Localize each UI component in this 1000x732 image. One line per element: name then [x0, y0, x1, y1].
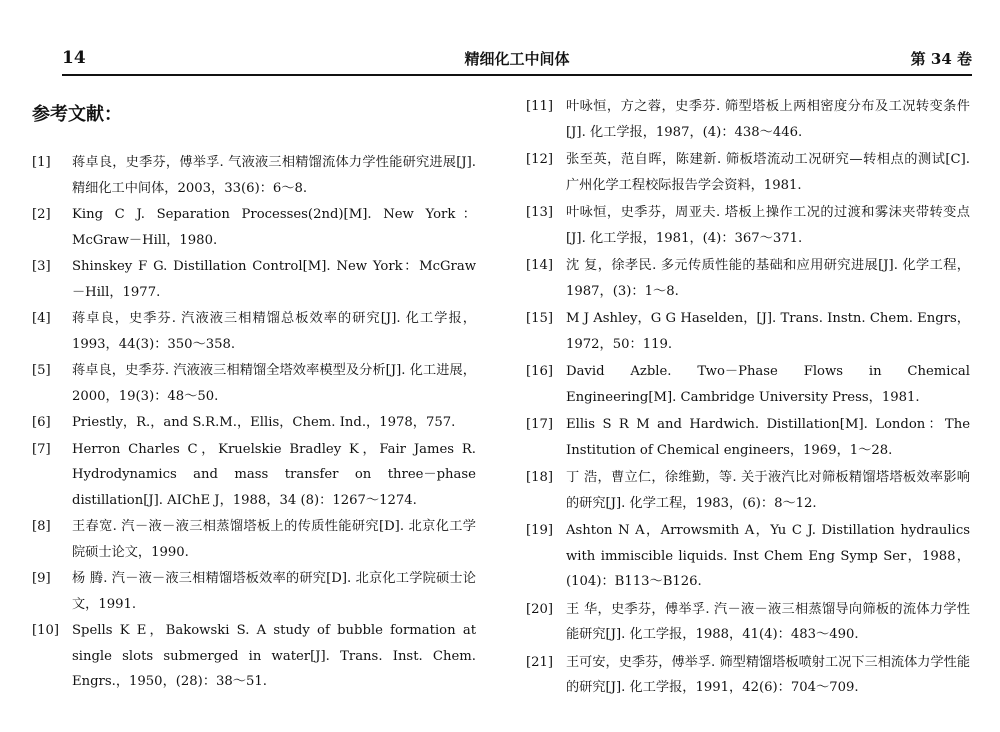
reference-number: [18]: [526, 470, 554, 485]
reference-number: [4]: [32, 311, 51, 326]
reference-text: 杨 腾. 汽－液－液三相精馏塔板效率的研究[D]. 北京化工学院硕士论文，1991.: [72, 571, 476, 612]
reference-item: [32, 618, 476, 695]
reference-text: 蒋卓良，史季芬，傅举孚. 气液液三相精馏流体力学性能研究进展[J]. 精细化工中间体，2003，33(6)：6～8.: [72, 155, 476, 196]
reference-text: 叶咏恒，史季芬，周亚夫. 塔板上操作工况的过渡和雾沫夹带转变点[J]. 化工学报，1981，(4)：367～371.: [566, 205, 970, 246]
reference-number: [21]: [526, 654, 554, 670]
reference-number: [19]: [526, 523, 554, 538]
reference-number: [7]: [32, 441, 51, 457]
page-header: [62, 42, 972, 76]
reference-number: [10]: [32, 623, 60, 638]
reference-item: [32, 306, 476, 357]
reference-item: [526, 650, 970, 701]
reference-number: [12]: [526, 152, 554, 167]
references-right-column: [526, 94, 970, 703]
reference-item: [32, 566, 476, 617]
reference-text: Spells K E，Bakowski S. A study of bubble formation at single slots submerged in water[J]. Trans. Inst. Chem. Engrs.，1950，(28)：38～51.: [72, 623, 476, 689]
reference-number: [20]: [526, 601, 554, 617]
reference-item: [526, 253, 970, 304]
reference-item: [32, 437, 476, 514]
reference-number: [13]: [526, 205, 554, 220]
reference-text: Herron Charles C，Kruelskie Bradley K，Fair James R. Hydrodynamics and mass transfer on three－phase distillation[J]. AIChE J，1988，34 (8)：1267～1274.: [72, 441, 476, 508]
reference-number: [3]: [32, 259, 51, 274]
reference-text: M J Ashley，G G Haselden，[J]. Trans. Instn. Chem. Engrs，1972，50：119.: [566, 311, 970, 352]
reference-text: 王春宽. 汽－液－液三相蒸馏塔板上的传质性能研究[D]. 北京化工学院硕士论文，1990.: [72, 519, 476, 560]
reference-item: [32, 514, 476, 565]
reference-number: [6]: [32, 415, 51, 430]
reference-item: [526, 597, 970, 648]
reference-item: [526, 412, 970, 463]
reference-number: [11]: [526, 99, 554, 114]
volume-label: 第 34 卷: [910, 50, 972, 68]
reference-item: [526, 147, 970, 198]
reference-item: [32, 254, 476, 305]
reference-item: [32, 202, 476, 253]
reference-number: [2]: [32, 207, 51, 222]
reference-number: [17]: [526, 417, 554, 432]
reference-number: [8]: [32, 519, 51, 534]
reference-text: 王可安，史季芬，傅举孚. 筛型精馏塔板喷射工况下三相流体力学性能的研究[J]. 化工学报，1991，42(6)：704～709.: [566, 654, 971, 695]
reference-number: [9]: [32, 571, 51, 586]
reference-text: 蒋卓良，史季芬. 汽液液三相精馏总板效率的研究[J]. 化工学报，1993，44(3)：350～358.: [72, 311, 476, 352]
reference-number: [15]: [526, 311, 554, 326]
reference-number: [1]: [32, 155, 51, 170]
reference-item: [526, 200, 970, 251]
references-heading: 参考文献：: [32, 104, 122, 125]
reference-text: 丁 浩，曹立仁，徐维勤，等. 关于液汽比对筛板精馏塔塔板效率影响的研究[J]. 化学工程，1983，(6)：8～12.: [566, 470, 970, 511]
reference-text: King C J. Separation Processes(2nd)[M]. New York：McGraw－Hill，1980.: [72, 207, 476, 248]
reference-item: [32, 358, 476, 409]
reference-text: Priestly，R.，and S.R.M.，Ellis，Chem. Ind.，1978，757.: [72, 415, 456, 430]
references-left-column: [32, 150, 476, 696]
reference-item: [526, 306, 970, 357]
reference-text: 沈 复，徐孝民. 多元传质性能的基础和应用研究进展[J]. 化学工程，1987，(3)：1～8.: [566, 258, 970, 299]
reference-item: [526, 518, 970, 595]
reference-text: Ellis S R M and Hardwich. Distillation[M]. London：The Institution of Chemical engineers，1969，1～28.: [566, 417, 970, 458]
reference-number: [16]: [526, 364, 554, 379]
journal-title: 精细化工中间体: [464, 50, 570, 68]
reference-number: [5]: [32, 363, 51, 378]
reference-text: 张至英，范自晖，陈建新. 筛板塔流动工况研究—转相点的测试[C]. 广州化学工程校际报告学会资料，1981.: [566, 152, 970, 193]
reference-item: [32, 150, 476, 201]
reference-text: 叶咏恒，方之蓉，史季芬. 筛型塔板上两相密度分布及工况转变条件[J]. 化工学报，1987，(4)：438～446.: [566, 99, 970, 140]
reference-item: [526, 465, 970, 516]
reference-text: Shinskey F G. Distillation Control[M]. New York：McGraw－Hill，1977.: [72, 259, 476, 300]
reference-number: [14]: [526, 258, 554, 273]
reference-text: 蒋卓良，史季芬. 汽液液三相精馏全塔效率模型及分析[J]. 化工进展，2000，19(3)：48～50.: [72, 363, 476, 404]
reference-text: David Azble. Two－Phase Flows in Chemical Engineering[M]. Cambridge University Press，1981.: [566, 364, 970, 405]
reference-item: [526, 94, 970, 145]
page-number: 14: [62, 48, 86, 68]
reference-item: [32, 410, 476, 436]
reference-text: Ashton N A，Arrowsmith A，Yu C J. Distillation hydraulics with immiscible liquids. Inst Chem Eng Symp Ser，1988，(104)：B113～B126.: [566, 523, 970, 589]
reference-text: 王 华，史季芬，傅举孚. 汽－液－液三相蒸馏导向筛板的流体力学性能研究[J]. 化工学报，1988，41(4)：483～490.: [566, 601, 970, 642]
reference-item: [526, 359, 970, 410]
